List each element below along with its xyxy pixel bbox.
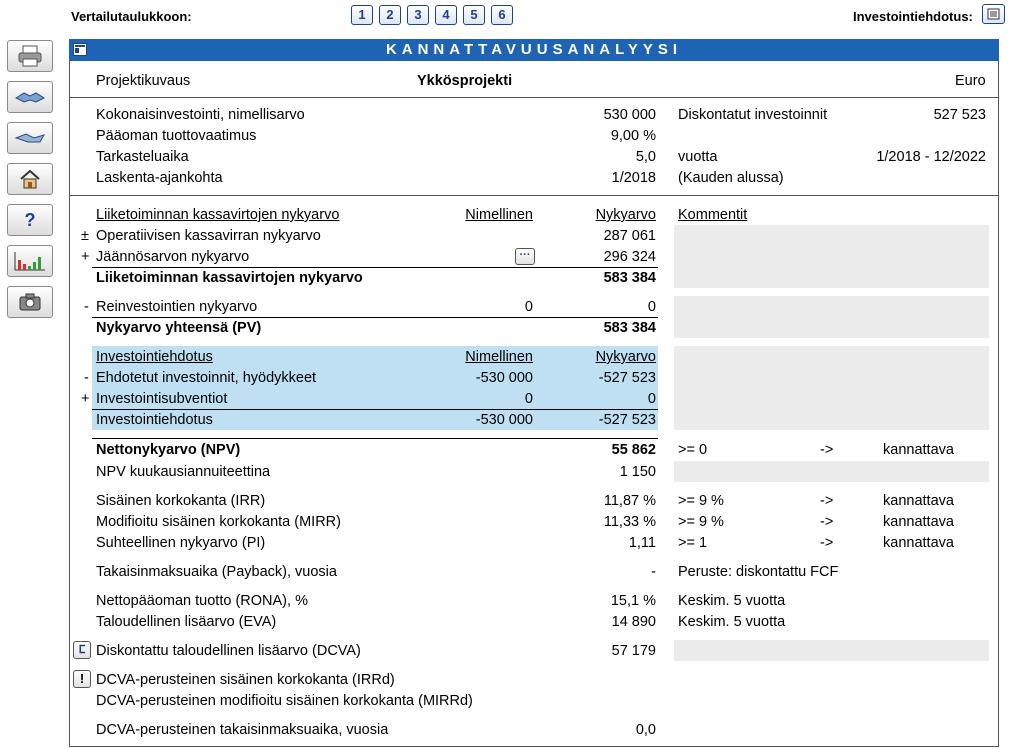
reinvestment-label: Reinvestointien nykyarvo (96, 299, 258, 315)
help-button[interactable] (7, 204, 53, 236)
mirrd-label: DCVA-perusteinen modifioitu sisäinen korkokanta (MIRRd) (96, 693, 473, 709)
eva-value: 14 890 (611, 614, 656, 630)
residual-value: 296 324 (603, 249, 656, 265)
camera-button[interactable] (7, 286, 53, 318)
irr-verdict: kannattava (883, 493, 954, 509)
handshake-alt-icon (14, 129, 46, 147)
pi-label: Suhteellinen nykyarvo (PI) (96, 535, 266, 551)
residual-value-label: Jäännösarvon nykyarvo (96, 249, 250, 265)
operating-sign: ± (81, 228, 89, 244)
project-description-label: Projektikuvaus (96, 73, 191, 89)
compare-button-1[interactable]: 1 (351, 5, 373, 25)
calculation-time-note: (Kauden alussa) (678, 170, 784, 186)
comment-box-proposal[interactable] (674, 346, 989, 430)
reinvestment-nominal: 0 (524, 299, 533, 315)
mirr-criterion: >= 9 % (678, 514, 724, 530)
paybackd-value: 0,0 (635, 722, 656, 738)
reinvestment-sign: - (84, 299, 89, 315)
handshake-button[interactable] (7, 81, 53, 113)
rona-label: Nettopääoman tuotto (RONA), % (96, 593, 308, 609)
proposal-col-nominal: Nimellinen (465, 349, 533, 365)
subsidies-sign: + (81, 391, 90, 407)
irr-value: 11,87 % (603, 493, 656, 509)
review-period-label: Tarkasteluaika (96, 149, 189, 165)
subsidies-nominal: 0 (524, 391, 533, 407)
mirr-verdict: kannattava (883, 514, 954, 530)
npv-annuity-value: 1 150 (619, 464, 656, 480)
pv-total-value: 583 384 (603, 320, 656, 336)
compare-button-4[interactable]: 4 (435, 5, 457, 25)
total-investment-value: 530 000 (603, 107, 656, 123)
investments-sign: - (84, 370, 89, 386)
paybackd-label: DCVA-perusteinen takaisinmaksuaika, vuosia (96, 722, 389, 738)
cashflow-sum-label: Liiketoiminnan kassavirtojen nykyarvo (96, 270, 363, 286)
warning-button[interactable]: ! (73, 670, 91, 688)
proposal-col-present: Nykyarvo (595, 349, 656, 365)
proposal-button[interactable] (982, 4, 1005, 24)
pi-verdict: kannattava (883, 535, 954, 551)
currency: Euro (955, 73, 986, 89)
eva-note: Keskim. 5 vuotta (678, 614, 786, 630)
printer-icon (16, 44, 44, 68)
compare-button-6[interactable]: 6 (491, 5, 513, 25)
npv-criterion: >= 0 (678, 442, 708, 458)
payback-note: Peruste: diskontattu FCF (678, 564, 839, 580)
subsidies-label: Investointisubventiot (96, 391, 228, 407)
payback-label: Takaisinmaksuaika (Payback), vuosia (96, 564, 337, 580)
calculation-time-value: 1/2018 (611, 170, 656, 186)
operating-cashflow-label: Operatiivisen kassavirran nykyarvo (96, 228, 321, 244)
proposal-total-value: -527 523 (598, 412, 656, 428)
comment-box-dcva[interactable] (674, 640, 989, 661)
required-return-label: Pääoman tuottovaatimus (96, 128, 257, 144)
compare-label: Vertailutaulukkoon: (71, 9, 192, 24)
npv-value: 55 862 (611, 442, 656, 458)
home-button[interactable] (7, 163, 53, 195)
proposal-header-label: Investointiehdotus (96, 349, 213, 365)
npv-label: Nettonykyarvo (NPV) (96, 442, 241, 458)
pi-arrow: -> (820, 535, 834, 551)
proposal-total-label: Investointiehdotus (96, 412, 213, 428)
proposal-label: Investointiehdotus: (853, 9, 973, 24)
comments-header: Kommentit (678, 207, 748, 223)
irr-label: Sisäinen korkokanta (IRR) (96, 493, 266, 509)
pi-criterion: >= 1 (678, 535, 708, 551)
payback-value: - (651, 564, 656, 580)
calculation-time-label: Laskenta-ajankohta (96, 170, 223, 186)
print-button[interactable] (7, 40, 53, 72)
handshake-icon (14, 88, 46, 106)
review-period-unit: vuotta (678, 149, 718, 165)
dcva-button[interactable]: ⵎ (73, 641, 91, 659)
npv-arrow: -> (820, 442, 834, 458)
pi-value: 1,11 (628, 535, 656, 551)
home-icon (19, 169, 41, 189)
cashflow-sum-value: 583 384 (603, 270, 656, 286)
comment-box-annuity[interactable] (674, 461, 989, 482)
discounted-investments-label: Diskontatut investoinnit (678, 107, 828, 123)
compare-button-3[interactable]: 3 (407, 5, 429, 25)
document-icon (987, 8, 1000, 20)
help-icon: ? (24, 209, 36, 230)
reinvestment-value: 0 (647, 299, 656, 315)
mirr-value: 11,33 % (603, 514, 656, 530)
window-icon (74, 44, 86, 55)
operating-cashflow-value: 287 061 (603, 228, 656, 244)
chart-button[interactable] (7, 245, 53, 277)
proposed-investments-nominal: -530 000 (475, 370, 533, 386)
window-menu-button[interactable] (73, 43, 87, 56)
bar-chart-icon (13, 250, 47, 272)
deal-button[interactable] (7, 122, 53, 154)
dcva-value: 57 179 (611, 643, 656, 659)
proposal-total-nominal: -530 000 (475, 412, 533, 428)
cashflow-col-present: Nykyarvo (595, 207, 656, 223)
rona-value: 15,1 % (610, 593, 656, 609)
project-name[interactable]: Ykkösprojekti (417, 73, 513, 89)
pv-total-label: Nykyarvo yhteensä (PV) (96, 320, 262, 336)
cashflow-header-label: Liiketoiminnan kassavirtojen nykyarvo (96, 207, 340, 223)
cashflow-col-nominal: Nimellinen (465, 207, 533, 223)
npv-annuity-label: NPV kuukausiannuiteettina (96, 464, 271, 480)
page-title: KANNATTAVUUSANALYYSI (69, 39, 999, 61)
irr-criterion: >= 9 % (678, 493, 724, 509)
rona-note: Keskim. 5 vuotta (678, 593, 786, 609)
compare-button-5[interactable]: 5 (463, 5, 485, 25)
total-investment-label: Kokonaisinvestointi, nimellisarvo (96, 107, 305, 123)
irrd-label: DCVA-perusteinen sisäinen korkokanta (IRRd) (96, 672, 395, 688)
subsidies-value: 0 (647, 391, 656, 407)
camera-icon (19, 293, 41, 311)
compare-button-2[interactable]: 2 (379, 5, 401, 25)
review-period-range: 1/2018 - 12/2022 (876, 149, 986, 165)
mirr-label: Modifioitu sisäinen korkokanta (MIRR) (96, 514, 341, 530)
comment-box-cashflow[interactable] (674, 225, 989, 288)
review-period-value: 5,0 (635, 149, 656, 165)
comment-box-reinvestment[interactable] (674, 296, 989, 338)
residual-details-button[interactable]: ··· (515, 248, 535, 265)
residual-sign: + (81, 249, 90, 265)
required-return-value: 9,00 % (610, 128, 656, 144)
npv-verdict: kannattava (883, 442, 954, 458)
irr-arrow: -> (820, 493, 834, 509)
eva-label: Taloudellinen lisäarvo (EVA) (96, 614, 277, 630)
mirr-arrow: -> (820, 514, 834, 530)
dcva-label: Diskontattu taloudellinen lisäarvo (DCVA) (96, 643, 361, 659)
proposed-investments-value: -527 523 (598, 370, 656, 386)
proposed-investments-label: Ehdotetut investoinnit, hyödykkeet (96, 370, 317, 386)
discounted-investments-value: 527 523 (933, 107, 986, 123)
